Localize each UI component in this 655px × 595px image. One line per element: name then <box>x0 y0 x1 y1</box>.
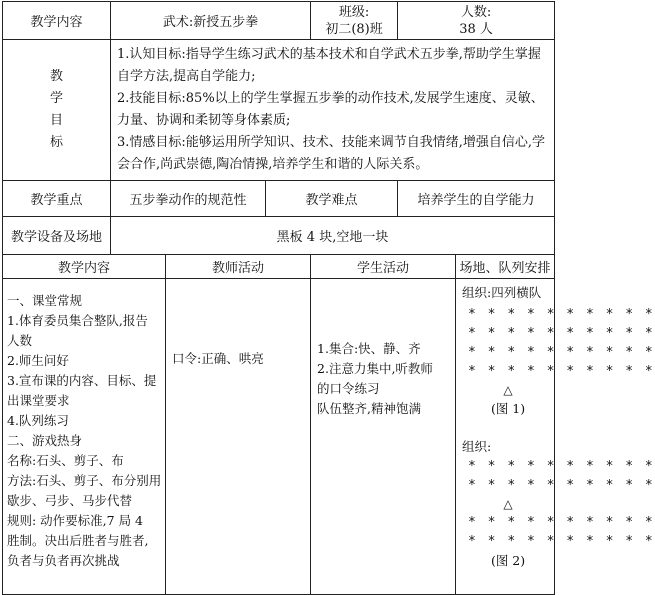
goals-label <box>3 40 111 181</box>
figure-1-caption: (图 1) <box>490 401 526 416</box>
count-value: 38 人 <box>459 21 493 37</box>
org1-label: 组织:四列横队 <box>462 285 542 300</box>
formation-row: * * * * * * * * * * <box>468 326 655 341</box>
content-line: 负者与负者再次挑战 <box>7 553 120 568</box>
goal-affective: 3.情感目标:能够运用所学知识、技术、技能来调节自我情绪,增强自信心,学会合作,尚武崇德,陶冶情操,培养学生和谐的人际关系。 <box>117 135 546 172</box>
goals-text <box>111 40 555 181</box>
content-line: 出课堂要求 <box>7 393 70 408</box>
content-label: 教学内容 <box>3 2 111 40</box>
count-cell <box>398 2 555 40</box>
goal-cognitive: 1.认知目标:指导学生练习武术的基本技术和自学武术五步拳,帮助学生掌握自学方法,提高自学能力; <box>117 47 541 84</box>
content-line: 3.宣布课的内容、目标、提 <box>7 373 157 388</box>
key-point-value: 五步拳动作的规范性 <box>111 181 266 217</box>
goals-label-char-4: 标 <box>49 135 63 150</box>
count-label: 人数: <box>460 4 492 20</box>
class-cell <box>311 2 398 40</box>
content-line: 规则: 动作要标准,7 局 4 <box>7 513 144 528</box>
teacher-triangle-icon: △ <box>503 383 513 397</box>
goals-row <box>3 40 555 181</box>
lesson-topic: 武术:新授五步拳 <box>111 2 311 40</box>
lesson-plan-table <box>2 1 655 595</box>
teacher-activity: 口令:正确、哄亮 <box>172 351 264 366</box>
goals-label-char-3: 目 <box>49 113 63 128</box>
col-content: 教学内容 <box>3 255 166 279</box>
teacher-cell <box>166 279 311 595</box>
formation-row: * * * * * * * * * * <box>468 364 655 379</box>
formation-row: * * * * * * * * * * <box>468 515 655 530</box>
content-line: 人数 <box>7 333 33 348</box>
content-line: 名称:石头、剪子、布 <box>7 453 124 468</box>
difficulty-label: 教学难点 <box>266 181 398 217</box>
key-point-label: 教学重点 <box>3 181 111 217</box>
formation-row: * * * * * * * * * * <box>468 478 655 493</box>
content-line: 一、课堂常规 <box>7 293 83 308</box>
equipment-value: 黑板 4 块,空地一块 <box>111 217 555 255</box>
difficulty-value: 培养学生的自学能力 <box>398 181 555 217</box>
figure-2-caption: (图 2) <box>490 553 526 568</box>
formation-row: * * * * * * * * * * <box>468 459 655 474</box>
col-field: 场地、队列安排 <box>456 255 555 279</box>
col-student: 学生活动 <box>311 255 456 279</box>
formation-row: * * * * * * * * * * <box>468 534 655 549</box>
equipment-row <box>3 217 555 255</box>
content-line: 歇步、弓步、马步代替 <box>7 493 133 508</box>
col-teacher: 教师活动 <box>166 255 311 279</box>
org2-label: 组织: <box>462 439 492 454</box>
content-line: 1.体育委员集合整队,报告 <box>7 313 148 328</box>
field-cell <box>456 279 655 595</box>
goals-label-char-2: 学 <box>49 91 63 106</box>
student-line: 2.注意力集中,听教师 <box>317 361 433 376</box>
class-label: 班级: <box>338 4 370 20</box>
activity-body-row <box>3 279 555 595</box>
content-cell <box>3 279 166 595</box>
focus-row <box>3 181 555 217</box>
formation-row: * * * * * * * * * * <box>468 345 655 360</box>
content-line: 方法:石头、剪子、布分别用 <box>7 473 162 488</box>
formation-row: * * * * * * * * * * <box>468 307 655 322</box>
equipment-label: 教学设备及场地 <box>3 217 111 255</box>
teacher-triangle-icon: △ <box>503 497 513 511</box>
goals-label-char-1: 教 <box>49 69 63 84</box>
student-line: 的口令练习 <box>317 381 380 396</box>
student-line: 队伍整齐,精神饱满 <box>317 401 421 416</box>
content-line: 4.队列练习 <box>7 413 69 428</box>
content-line: 2.师生问好 <box>7 353 69 368</box>
student-line: 1.集合:快、静、齐 <box>317 341 421 356</box>
student-cell <box>311 279 456 595</box>
goal-skill: 2.技能目标:85%以上的学生掌握五步拳的动作技术,发展学生速度、灵敏、力量、协调和柔韧等身体素质; <box>117 91 544 128</box>
content-line: 二、游戏热身 <box>7 433 83 448</box>
content-line: 胜制。决出后胜者与胜者, <box>7 533 149 548</box>
class-value: 初二(8)班 <box>325 21 383 37</box>
header-row <box>3 2 555 40</box>
activity-header-row <box>3 255 555 279</box>
